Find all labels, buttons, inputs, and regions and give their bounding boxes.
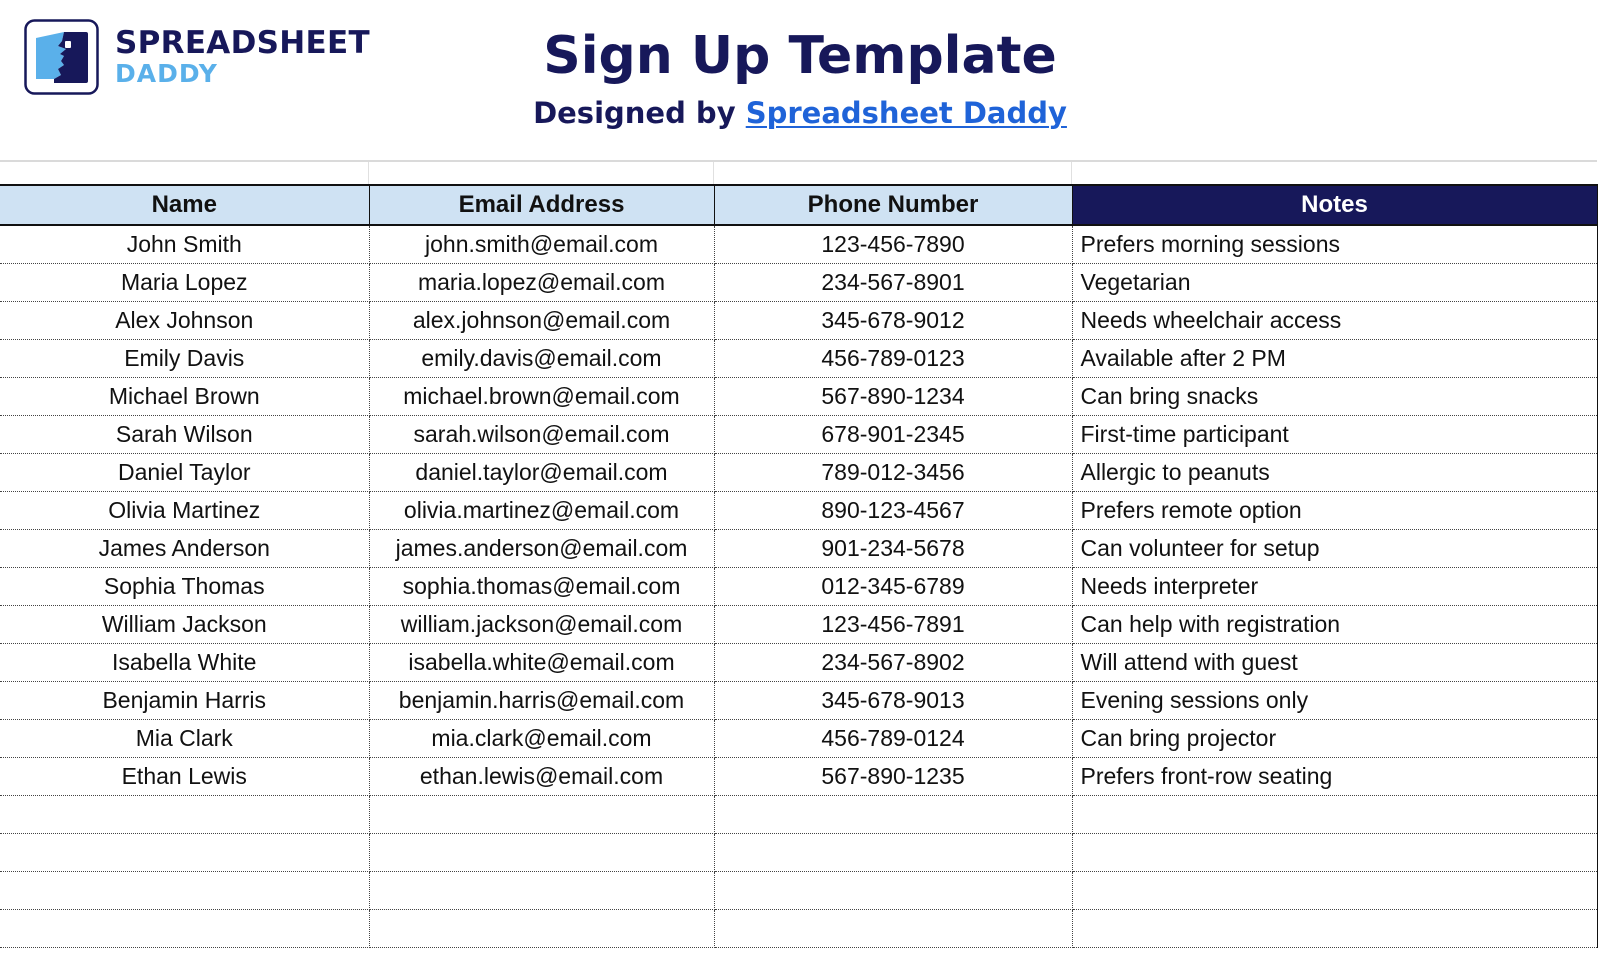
cell-email[interactable]: isabella.white@email.com bbox=[369, 643, 714, 681]
cell-email[interactable]: maria.lopez@email.com bbox=[369, 263, 714, 301]
table-row[interactable] bbox=[0, 491, 1597, 529]
page-header bbox=[0, 0, 1600, 160]
cell-phone[interactable]: 678-901-2345 bbox=[714, 415, 1072, 453]
cell-phone[interactable]: 345-678-9012 bbox=[714, 301, 1072, 339]
cell-name[interactable] bbox=[0, 795, 369, 833]
cell-notes[interactable]: Will attend with guest bbox=[1072, 643, 1597, 681]
cell-notes[interactable]: Can bring projector bbox=[1072, 719, 1597, 757]
designer-link[interactable]: Spreadsheet Daddy bbox=[745, 96, 1067, 130]
cell-phone[interactable]: 123-456-7890 bbox=[714, 225, 1072, 263]
spreadsheet-daddy-face-logo-icon bbox=[24, 19, 99, 95]
cell-phone[interactable]: 123-456-7891 bbox=[714, 605, 1072, 643]
cell-phone[interactable]: 234-567-8902 bbox=[714, 643, 1072, 681]
cell-phone[interactable]: 012-345-6789 bbox=[714, 567, 1072, 605]
table-row[interactable] bbox=[0, 339, 1597, 377]
cell-email[interactable]: alex.johnson@email.com bbox=[369, 301, 714, 339]
cell-name[interactable] bbox=[0, 833, 369, 871]
cell-notes[interactable] bbox=[1072, 871, 1597, 909]
table-row[interactable] bbox=[0, 301, 1597, 339]
spacer-divider bbox=[368, 162, 369, 184]
table-row[interactable] bbox=[0, 909, 1597, 947]
cell-name[interactable]: Sarah Wilson bbox=[0, 415, 369, 453]
cell-notes[interactable]: Needs wheelchair access bbox=[1072, 301, 1597, 339]
cell-email[interactable] bbox=[369, 833, 714, 871]
cell-name[interactable]: William Jackson bbox=[0, 605, 369, 643]
table-row[interactable] bbox=[0, 757, 1597, 795]
cell-email[interactable] bbox=[369, 795, 714, 833]
spacer-row bbox=[0, 160, 1597, 184]
table-row[interactable] bbox=[0, 833, 1597, 871]
cell-phone[interactable] bbox=[714, 833, 1072, 871]
cell-notes[interactable]: Can bring snacks bbox=[1072, 377, 1597, 415]
cell-name[interactable]: Benjamin Harris bbox=[0, 681, 369, 719]
cell-notes[interactable] bbox=[1072, 795, 1597, 833]
brand-name-line2: DADDY bbox=[115, 59, 218, 88]
table-row[interactable] bbox=[0, 719, 1597, 757]
table-header-row bbox=[0, 185, 1597, 225]
signup-table bbox=[0, 184, 1598, 948]
brand-name-line1: SPREADSHEET bbox=[115, 25, 370, 61]
cell-name[interactable]: Maria Lopez bbox=[0, 263, 369, 301]
cell-phone[interactable]: 789-012-3456 bbox=[714, 453, 1072, 491]
table-row[interactable] bbox=[0, 643, 1597, 681]
table-row[interactable] bbox=[0, 795, 1597, 833]
cell-notes[interactable]: Can volunteer for setup bbox=[1072, 529, 1597, 567]
cell-notes[interactable]: Prefers front-row seating bbox=[1072, 757, 1597, 795]
brand-logo[interactable] bbox=[24, 19, 370, 97]
cell-email[interactable]: emily.davis@email.com bbox=[369, 339, 714, 377]
cell-notes[interactable]: Available after 2 PM bbox=[1072, 339, 1597, 377]
column-header-name[interactable]: Name bbox=[0, 185, 369, 225]
cell-name[interactable]: Emily Davis bbox=[0, 339, 369, 377]
cell-email[interactable] bbox=[369, 871, 714, 909]
cell-notes[interactable]: First-time participant bbox=[1072, 415, 1597, 453]
cell-name[interactable]: Sophia Thomas bbox=[0, 567, 369, 605]
cell-email[interactable]: benjamin.harris@email.com bbox=[369, 681, 714, 719]
cell-email[interactable]: william.jackson@email.com bbox=[369, 605, 714, 643]
cell-notes[interactable] bbox=[1072, 909, 1597, 947]
cell-name[interactable]: Daniel Taylor bbox=[0, 453, 369, 491]
table-row[interactable] bbox=[0, 263, 1597, 301]
cell-name[interactable]: Alex Johnson bbox=[0, 301, 369, 339]
table-row[interactable] bbox=[0, 377, 1597, 415]
table-row[interactable] bbox=[0, 529, 1597, 567]
cell-notes[interactable]: Prefers morning sessions bbox=[1072, 225, 1597, 263]
cell-phone[interactable]: 567-890-1235 bbox=[714, 757, 1072, 795]
subtitle-prefix: Designed by bbox=[533, 96, 736, 130]
cell-email[interactable]: olivia.martinez@email.com bbox=[369, 491, 714, 529]
cell-name[interactable]: Michael Brown bbox=[0, 377, 369, 415]
table-row[interactable] bbox=[0, 567, 1597, 605]
page-subtitle bbox=[400, 96, 1200, 130]
table-row[interactable] bbox=[0, 681, 1597, 719]
cell-name[interactable]: Isabella White bbox=[0, 643, 369, 681]
table-row[interactable] bbox=[0, 605, 1597, 643]
cell-name[interactable]: Mia Clark bbox=[0, 719, 369, 757]
cell-email[interactable]: james.anderson@email.com bbox=[369, 529, 714, 567]
cell-phone[interactable]: 901-234-5678 bbox=[714, 529, 1072, 567]
cell-name[interactable]: Olivia Martinez bbox=[0, 491, 369, 529]
cell-phone[interactable]: 567-890-1234 bbox=[714, 377, 1072, 415]
cell-email[interactable]: john.smith@email.com bbox=[369, 225, 714, 263]
cell-email[interactable]: daniel.taylor@email.com bbox=[369, 453, 714, 491]
cell-email[interactable]: mia.clark@email.com bbox=[369, 719, 714, 757]
cell-email[interactable]: michael.brown@email.com bbox=[369, 377, 714, 415]
table-row[interactable] bbox=[0, 453, 1597, 491]
cell-name[interactable] bbox=[0, 909, 369, 947]
cell-email[interactable] bbox=[369, 909, 714, 947]
cell-notes[interactable]: Vegetarian bbox=[1072, 263, 1597, 301]
table-body bbox=[0, 225, 1597, 947]
cell-name[interactable]: Ethan Lewis bbox=[0, 757, 369, 795]
column-header-notes[interactable]: Notes bbox=[1072, 185, 1597, 225]
cell-name[interactable]: John Smith bbox=[0, 225, 369, 263]
cell-notes[interactable]: Allergic to peanuts bbox=[1072, 453, 1597, 491]
cell-email[interactable]: sarah.wilson@email.com bbox=[369, 415, 714, 453]
table-row[interactable] bbox=[0, 871, 1597, 909]
cell-notes[interactable]: Can help with registration bbox=[1072, 605, 1597, 643]
cell-name[interactable] bbox=[0, 871, 369, 909]
cell-phone[interactable]: 345-678-9013 bbox=[714, 681, 1072, 719]
cell-notes[interactable]: Prefers remote option bbox=[1072, 491, 1597, 529]
cell-phone[interactable] bbox=[714, 909, 1072, 947]
cell-name[interactable]: James Anderson bbox=[0, 529, 369, 567]
cell-phone[interactable]: 234-567-8901 bbox=[714, 263, 1072, 301]
column-header-email[interactable]: Email Address bbox=[369, 185, 714, 225]
cell-phone[interactable]: 456-789-0123 bbox=[714, 339, 1072, 377]
cell-phone[interactable]: 890-123-4567 bbox=[714, 491, 1072, 529]
table-row[interactable] bbox=[0, 225, 1597, 263]
page-title: Sign Up Template bbox=[543, 26, 1057, 86]
cell-phone[interactable] bbox=[714, 871, 1072, 909]
spacer-divider bbox=[713, 162, 714, 184]
cell-notes[interactable] bbox=[1072, 833, 1597, 871]
column-header-phone[interactable]: Phone Number bbox=[714, 185, 1072, 225]
cell-notes[interactable]: Needs interpreter bbox=[1072, 567, 1597, 605]
cell-notes[interactable]: Evening sessions only bbox=[1072, 681, 1597, 719]
cell-phone[interactable]: 456-789-0124 bbox=[714, 719, 1072, 757]
cell-email[interactable]: sophia.thomas@email.com bbox=[369, 567, 714, 605]
table-row[interactable] bbox=[0, 415, 1597, 453]
spacer-divider bbox=[1071, 162, 1072, 184]
cell-phone[interactable] bbox=[714, 795, 1072, 833]
cell-email[interactable]: ethan.lewis@email.com bbox=[369, 757, 714, 795]
